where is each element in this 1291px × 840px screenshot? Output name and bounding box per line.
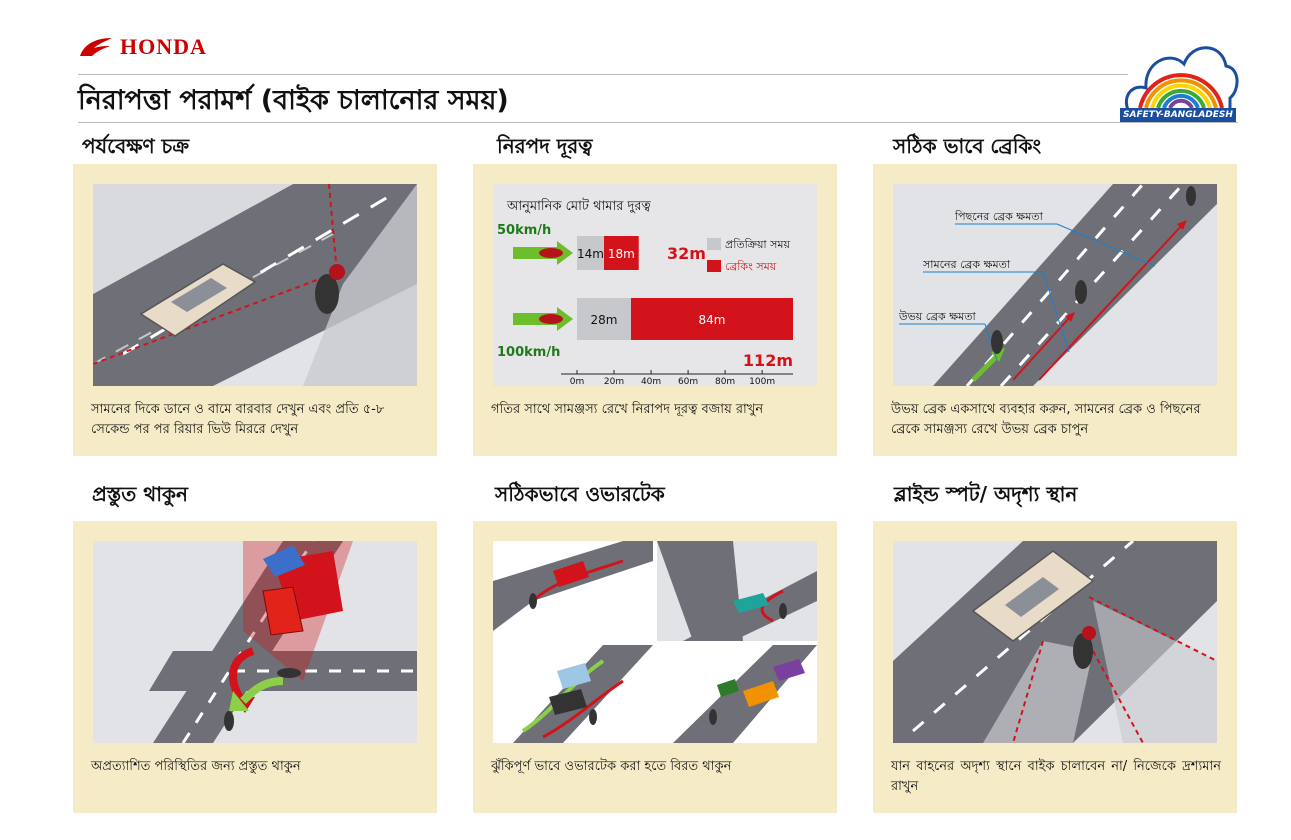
caption-be-prepared: অপ্রত্যাশিত পরিস্থিতির জন্য প্রস্তুত থাকুন — [91, 759, 301, 774]
panel-overtake — [473, 521, 837, 813]
caption-braking: উভয় ব্রেক একসাথে ব্যবহার করুন, সামনের ব্রেক ও পিছনের ব্রেকে সামঞ্জস্য রেখে উভয় ব্রেক চাপুন — [891, 402, 1201, 437]
total-distance-1: 112m — [742, 351, 793, 370]
x-tick-label-2: 40m — [640, 377, 662, 386]
panel-be-prepared — [73, 521, 437, 813]
label-both-brakes: উভয় ব্রেক ক্ষমতা — [899, 310, 976, 323]
panel-observation — [73, 164, 437, 456]
legend-swatch-reaction — [707, 238, 721, 250]
bar-label-1-0: 18m — [607, 247, 635, 261]
x-tick-label-0: 0m — [569, 377, 585, 386]
logo-text: SAFETY-BANGLADESH — [1120, 108, 1236, 122]
speed-label-1: 100km/h — [497, 345, 561, 360]
caption-overtake: ঝুঁকিপূর্ণ ভাবে ওভারটেক করা হতে বিরত থাকুন — [491, 759, 732, 774]
bar-label-1-1: 84m — [698, 313, 726, 327]
section-title-overtake: সঠিকভাবে ওভারটেক — [495, 482, 665, 506]
label-front-brake: সামনের ব্রেক ক্ষমতা — [923, 258, 1011, 271]
overtake-illustration — [493, 541, 817, 743]
braking-illustration — [893, 184, 1217, 386]
bar-label-0-1: 28m — [590, 313, 618, 327]
motorbike-graphic-0 — [539, 248, 563, 258]
brand-name: HONDA — [120, 34, 207, 59]
honda-wing-icon — [78, 36, 114, 58]
honda-brand — [78, 34, 207, 60]
caption-blind-spot: যান বাহনের অদৃশ্য স্থানে বাইক চালাবেন না/ নিজেকে দ্রশ্যমান রাখুন — [891, 759, 1221, 794]
caption-safe-distance: গতির সাথে সামঞ্জস্য রেখে নিরাপদ দূরত্ব বজায় রাখুন — [491, 402, 764, 417]
header-rule-top — [78, 74, 1128, 75]
motorbike-graphic-1 — [539, 314, 563, 324]
label-rear-brake: পিছনের ব্রেক ক্ষমতা — [955, 210, 1043, 223]
total-distance-0: 32m — [667, 244, 706, 263]
x-tick-label-1: 20m — [603, 377, 625, 386]
section-title-braking: সঠিক ভাবে ব্রেকিং — [893, 134, 1042, 158]
page-title: নিরাপত্তা পরামর্শ (বাইক চালানোর সময়) — [78, 85, 509, 116]
x-tick-label-5: 100m — [749, 377, 776, 386]
be-prepared-illustration — [93, 541, 417, 743]
distance-chart — [493, 184, 817, 386]
section-title-blind-spot: ব্লাইন্ড স্পট/ অদৃশ্য স্থান — [894, 482, 1078, 506]
legend-label-reaction: প্রতিক্রিয়া সময় — [725, 238, 790, 251]
header-rule-bottom — [78, 122, 1238, 123]
x-tick-label-4: 80m — [714, 377, 736, 386]
blind-spot-illustration — [893, 541, 1217, 743]
chart-title: আনুমানিক মোট থামার দুরত্ব — [507, 199, 651, 214]
legend-label-braking: ব্রেকিং সময় — [725, 260, 777, 273]
legend-swatch-braking — [707, 260, 721, 272]
section-title-observation: পর্যবেক্ষণ চক্র — [82, 134, 190, 158]
section-title-safe-distance: নিরপদ দূরত্ব — [497, 134, 593, 158]
section-title-be-prepared: প্রস্তুত থাকুন — [92, 482, 188, 506]
panel-braking — [873, 164, 1237, 456]
observation-illustration — [93, 184, 417, 386]
panel-safe-distance — [473, 164, 837, 456]
speed-label-0: 50km/h — [497, 223, 552, 238]
panel-blind-spot — [873, 521, 1237, 813]
caption-observation: সামনের দিকে ডানে ও বামে বারবার দেখুন এবং প্রতি ৫-৮ সেকেন্ড পর পর রিয়ার ভিউ মিররে দেখুন — [91, 402, 385, 437]
x-tick-label-3: 60m — [677, 377, 699, 386]
bar-label-0-0: 14m — [577, 247, 604, 261]
